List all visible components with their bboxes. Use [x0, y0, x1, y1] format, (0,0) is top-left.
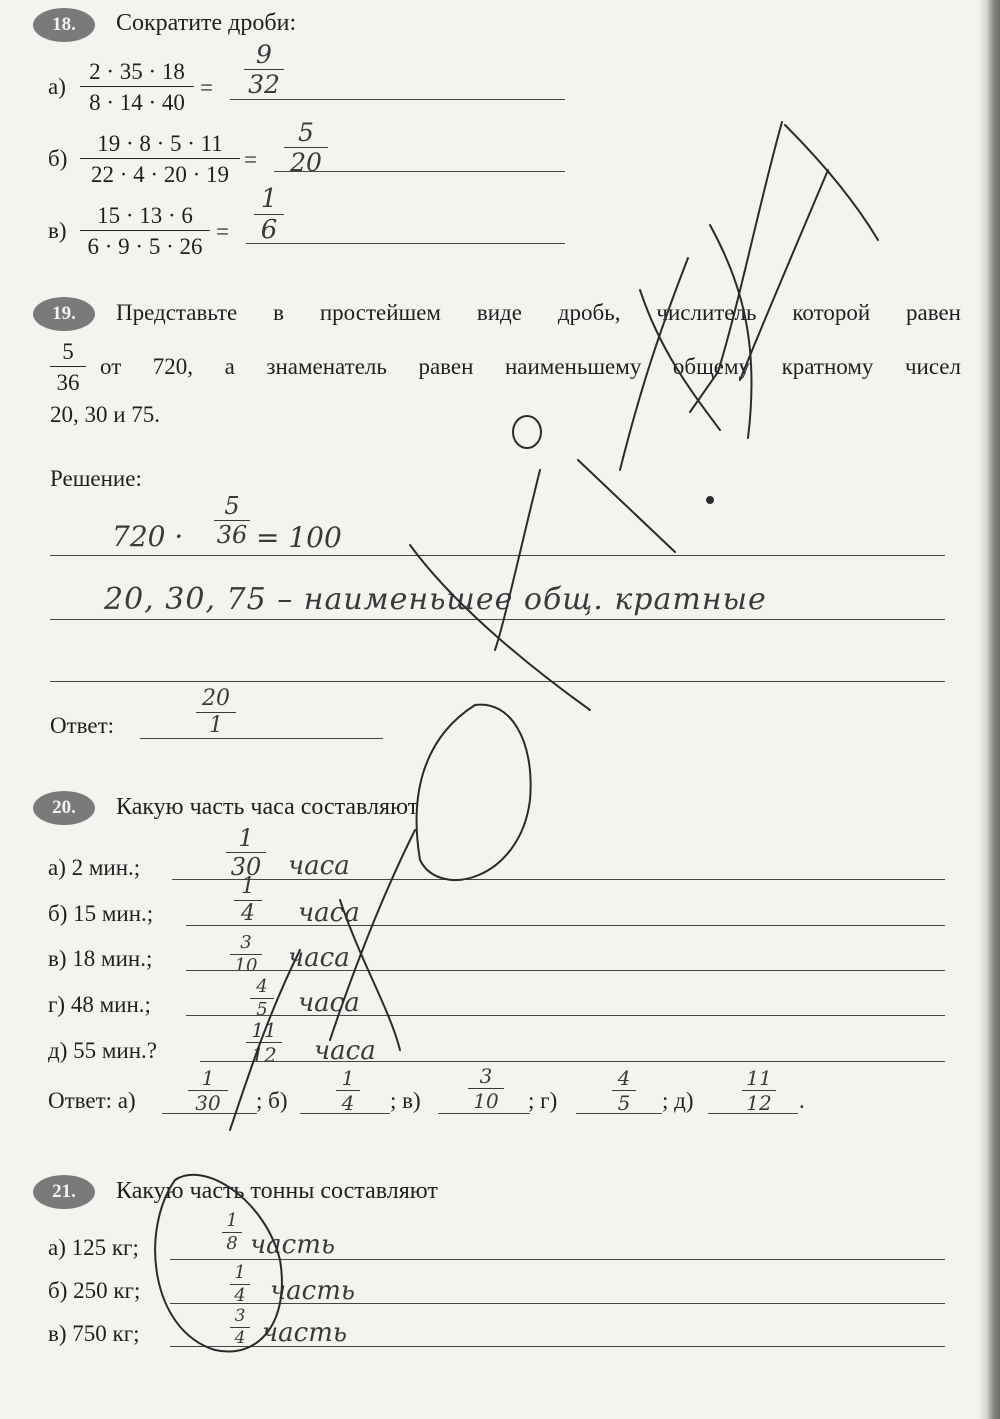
- hw-numerator: 5: [284, 120, 328, 148]
- item-label-20g: г) 48 мин.;: [48, 992, 151, 1017]
- hw-denominator: 4: [241, 901, 255, 926]
- hw-numerator: 1: [230, 1264, 250, 1285]
- scribble-small-o: [513, 416, 541, 448]
- hw-denominator: 36: [216, 521, 248, 549]
- equals-sign: =: [244, 147, 257, 172]
- task-number-badge-21: 21.: [33, 1175, 95, 1209]
- task-19-line-1: Представьте в простейшем виде дробь, числитель которой равен: [116, 300, 961, 325]
- task-number-badge-20: 20.: [33, 791, 95, 825]
- answer-sep-g: ; г): [528, 1088, 558, 1113]
- hw-numerator: 3: [230, 934, 262, 955]
- item-label-21b: б) 250 кг;: [48, 1278, 141, 1303]
- answer-end-dot: .: [799, 1088, 805, 1113]
- numerator: 2 · 35 · 18: [80, 60, 194, 87]
- scribble-dot: [707, 497, 713, 503]
- task-number-badge-18: 18.: [33, 8, 95, 42]
- scribble-stroke-2: [785, 125, 878, 240]
- hw-denominator: 12: [251, 1043, 277, 1067]
- scribble-stroke-7: [578, 460, 675, 552]
- hw-denominator: 12: [746, 1091, 772, 1115]
- hw-numerator: 1: [336, 1068, 360, 1091]
- hw-denominator: 10: [473, 1089, 499, 1113]
- hw-denominator: 5: [617, 1091, 631, 1115]
- hw-numerator: 5: [214, 494, 250, 521]
- hw-denominator: 30: [230, 853, 262, 881]
- answer-sep-d: ; д): [662, 1088, 694, 1113]
- handwritten-word-21a: часть: [250, 1230, 336, 1260]
- equals-sign: =: [216, 219, 229, 244]
- hw-numerator: 20: [196, 688, 236, 713]
- scribble-stroke-4: [710, 225, 752, 438]
- scribble-stroke-3: [740, 170, 828, 380]
- handwritten-word-21b: часть: [270, 1276, 356, 1306]
- handwritten-nok-note: 20, 30, 75 – наименьшее общ. кратные: [104, 582, 767, 617]
- hw-denominator: 10: [234, 955, 258, 976]
- item-label-18b: б): [48, 146, 68, 171]
- item-label-21a: а) 125 кг;: [48, 1235, 139, 1260]
- denominator: 8 · 14 · 40: [89, 90, 185, 115]
- equals-sign: =: [200, 75, 213, 100]
- task-title-20: Какую часть часа составляют: [116, 794, 419, 820]
- scribble-stroke-9: [410, 545, 590, 710]
- handwritten-word-20d: часа: [314, 1036, 376, 1066]
- solution-label: Решение:: [50, 466, 142, 491]
- hw-denominator: 6: [260, 215, 278, 245]
- handwritten-word-20g: часа: [298, 988, 360, 1018]
- item-label-20d: д) 55 мин.?: [48, 1038, 157, 1063]
- task-19-line-2: от 720, а знаменатель равен наименьшему общему кратному чисел: [100, 354, 961, 379]
- hw-denominator: 20: [290, 148, 322, 177]
- handwritten-word-20a: часа: [288, 851, 350, 881]
- hw-denominator: 30: [195, 1091, 221, 1115]
- hw-denominator: 4: [234, 1285, 246, 1306]
- hw-denominator: 1: [209, 713, 223, 738]
- handwritten-word-21v: часть: [262, 1318, 348, 1348]
- hw-denominator: 32: [248, 70, 280, 99]
- handwritten-word-20v: часа: [288, 943, 350, 973]
- numerator: 15 · 13 · 6: [80, 204, 210, 231]
- hw-numerator: 11: [246, 1020, 282, 1043]
- task-title-18: Сократите дроби:: [116, 10, 297, 36]
- item-label-20a: а) 2 мин.;: [48, 855, 141, 880]
- hw-denominator: 8: [226, 1233, 238, 1254]
- numerator: 19 · 8 · 5 · 11: [80, 132, 240, 159]
- answer-sep-b: ; б): [256, 1088, 288, 1113]
- scribble-stroke-8: [495, 470, 540, 650]
- hw-numerator: 1: [234, 876, 262, 901]
- item-label-20b: б) 15 мин.;: [48, 901, 154, 926]
- scribble-large-o: [417, 705, 531, 880]
- denominator: 22 · 4 · 20 · 19: [91, 162, 229, 187]
- scribble-bottom-o: [155, 1175, 282, 1352]
- task-19-line-3: 20, 30 и 75.: [50, 402, 161, 427]
- denominator: 6 · 9 · 5 · 26: [87, 234, 203, 259]
- item-label-20v: в) 18 мин.;: [48, 946, 153, 971]
- scribble-stroke-1: [690, 122, 782, 412]
- item-label-21v: в) 750 кг;: [48, 1321, 140, 1346]
- handwritten-word-20b: часа: [298, 898, 360, 928]
- hw-numerator: 4: [250, 978, 274, 999]
- scribble-stroke-10: [330, 830, 415, 1040]
- task-title-21: Какую часть тонны составляют: [116, 1178, 438, 1204]
- hw-numerator: 1: [188, 1068, 228, 1091]
- hw-denominator: 4: [341, 1091, 355, 1115]
- handwritten-calc-right: = 100: [256, 521, 342, 554]
- item-label-18a: а): [48, 74, 66, 99]
- answer-sep-v: ; в): [390, 1088, 421, 1113]
- answer-label-20: Ответ: а): [48, 1088, 136, 1113]
- hw-denominator: 4: [234, 1328, 246, 1348]
- numerator: 5: [50, 340, 86, 367]
- denominator: 36: [56, 370, 80, 395]
- hw-numerator: 4: [612, 1068, 636, 1091]
- hw-denominator: 5: [256, 999, 268, 1020]
- handwritten-calc-left: 720 ·: [112, 520, 184, 553]
- answer-label-19: Ответ:: [50, 713, 115, 738]
- scribble-stroke-11: [340, 900, 400, 1050]
- hw-numerator: 1: [226, 826, 266, 853]
- hw-numerator: 9: [244, 42, 284, 70]
- item-label-18v: в): [48, 218, 67, 243]
- hw-numerator: 3: [230, 1308, 250, 1328]
- scribble-stroke-12: [230, 950, 300, 1130]
- hw-numerator: 1: [222, 1212, 242, 1233]
- hw-numerator: 3: [468, 1066, 504, 1089]
- scribble-stroke-5: [620, 258, 688, 470]
- task-number-badge-19: 19.: [33, 297, 95, 331]
- hw-numerator: 1: [254, 186, 284, 215]
- hw-numerator: 11: [742, 1068, 776, 1091]
